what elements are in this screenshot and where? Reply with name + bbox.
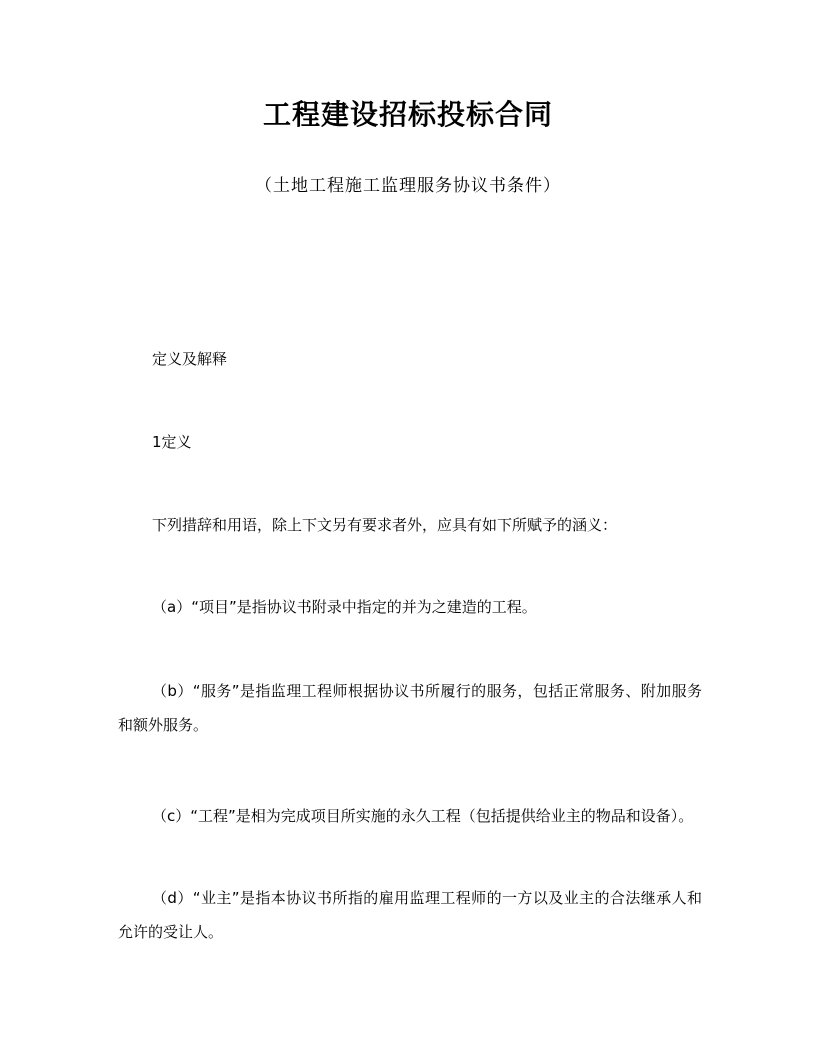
section-heading: 定义及解释 <box>152 350 228 368</box>
definition-item-c: （c）“工程”是相为完成项目所实施的永久工程（包括提供给业主的物品和设备）。 <box>152 807 694 825</box>
definition-item-d: （d）“业主”是指本协议书所指的雇用监理工程师的一方以及业主的合法继承人和允许的受让人。 <box>118 889 702 941</box>
paragraph: 下列措辞和用语，除上下文另有要求者外，应具有如下所赋予的涵义： <box>152 516 618 534</box>
definition-item-b: （b）“服务”是指监理工程师根据协议书所履行的服务，包括正常服务、附加服务和额外服务。 <box>118 682 702 734</box>
document-title: 工程建设招标投标合同 <box>262 98 553 131</box>
clause-heading: 1定义 <box>152 433 192 451</box>
definition-item-a: （a）“项目”是指协议书附录中指定的并为之建造的工程。 <box>152 598 537 616</box>
document-subtitle: （土地工程施工监理服务协议书条件） <box>255 176 561 196</box>
